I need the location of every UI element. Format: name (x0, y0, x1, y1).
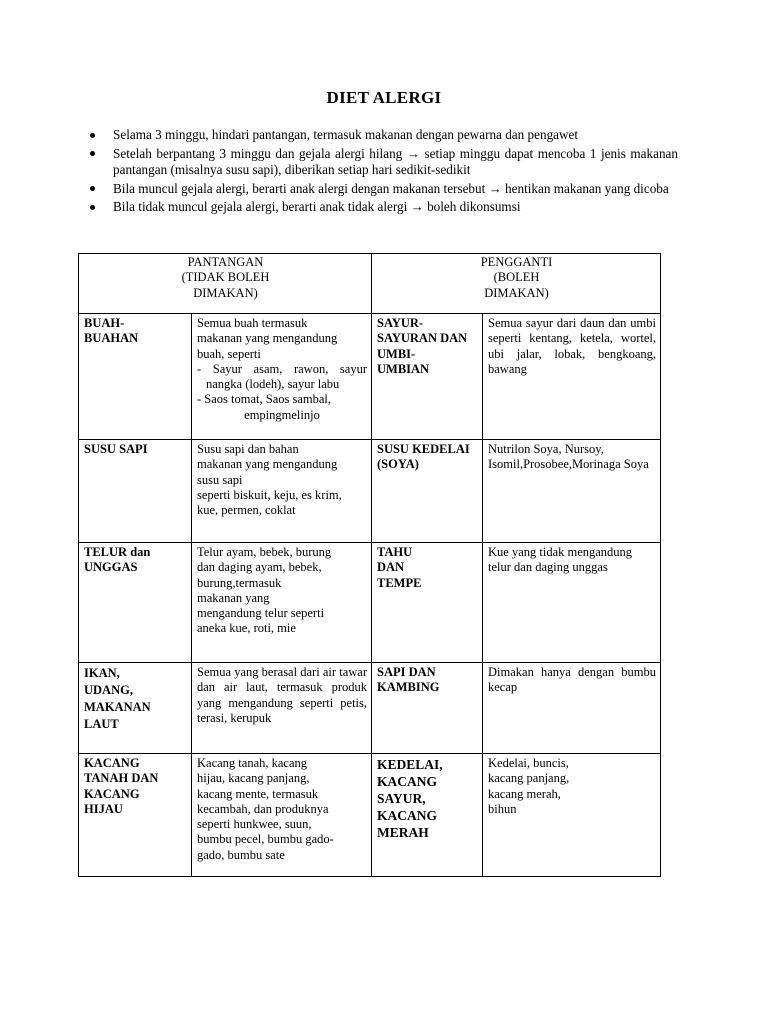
substitute-line: TAHU (377, 545, 413, 559)
category-line: BUAHAN (84, 331, 139, 346)
description-line: kacang mente, termasuk (197, 786, 319, 801)
substitute-cell (372, 543, 483, 663)
substitute-line: SAPI DAN (377, 665, 436, 679)
substitute-description-cell: Semua sayur dari daun dan umbi seperti kentang, ketela, wortel, ubi jalar, lobak, bengkoang, bawang (483, 314, 661, 440)
substitute-description-line: Kedelai, buncis, (488, 756, 569, 770)
description-line: burung,termasuk (197, 575, 282, 590)
substitute-description-line: bihun (488, 801, 517, 816)
substitute-description-cell (483, 754, 661, 877)
substitute-line: TEMPE (377, 575, 422, 590)
instruction-item: Bila tidak muncul gejala alergi, berarti anak tidak alergi → boleh dikonsumsi (88, 199, 678, 216)
category-cell (79, 440, 192, 543)
description-line: Kacang tanah, kacang (197, 756, 308, 770)
description-cell: Semua yang berasal dari air tawar dan air laut, termasuk produk yang mengandung seperti petis, terasi, kerupuk (192, 663, 372, 754)
table-header-row (79, 254, 661, 314)
description-line: kue, permen, coklat (197, 503, 296, 518)
table-row (79, 663, 661, 754)
category-line: LAUT (84, 717, 119, 731)
description-line: seperti hunkwee, suun, (197, 817, 312, 832)
description-line: makanan yang mengandung (197, 331, 338, 346)
description-cell (192, 314, 372, 440)
category-line: TANAH DAN (84, 771, 159, 786)
substitute-cell (372, 440, 483, 543)
description-line: seperti biskuit, keju, es krim, (197, 487, 342, 502)
description-line: gado, bumbu sate (197, 847, 285, 862)
description-dash-item: - Saos tomat, Saos sambal, (197, 392, 332, 407)
substitute-line: MERAH (377, 825, 429, 840)
category-line: BUAH- (84, 316, 125, 330)
substitute-description-line: kacang panjang, (488, 771, 570, 786)
substitute-line: KAMBING (377, 680, 440, 695)
substitute-line: SAYUR- (377, 316, 424, 330)
instruction-item: Selama 3 minggu, hindari pantangan, termasuk makanan dengan pewarna dan pengawet (88, 127, 678, 144)
description-cell (192, 754, 372, 877)
substitute-cell (372, 314, 483, 440)
description-line: mengandung telur seperti (197, 606, 325, 621)
category-line: IKAN, (84, 666, 120, 680)
category-line: SUSU SAPI (84, 442, 148, 456)
description-line: bumbu pecel, bumbu gado- (197, 832, 334, 847)
category-cell (79, 314, 192, 440)
description-dash-item: - Sayur asam, rawon, sayur nangka (lodeh), sayur labu (197, 361, 367, 392)
description-line: Susu sapi dan bahan (197, 442, 299, 456)
table-row (79, 440, 661, 543)
table-row (79, 314, 661, 440)
category-line: UNGGAS (84, 560, 138, 575)
substitute-line: SAYURAN DAN (377, 331, 468, 346)
substitute-description-cell: Nutrilon Soya, Nursoy, Isomil,Prosobee,Morinaga Soya (483, 440, 661, 543)
document-title: DIET ALERGI (326, 88, 442, 107)
description-line: Semua buah termasuk (197, 316, 308, 330)
header-pantangan (79, 254, 372, 314)
header-line: DIMAKAN) (193, 285, 258, 300)
substitute-line: KACANG (377, 774, 437, 789)
header-line: (TIDAK BOLEH (181, 270, 270, 285)
substitute-line: UMBI- (377, 346, 416, 361)
substitute-line: (SOYA) (377, 457, 419, 472)
category-cell (79, 543, 192, 663)
description-line: susu sapi (197, 472, 243, 487)
header-line: PENGGANTI (480, 255, 553, 269)
category-line: UDANG, (84, 683, 133, 697)
substitute-line: KACANG (377, 808, 437, 823)
instruction-list (88, 127, 678, 218)
category-cell (79, 754, 192, 877)
description-cell (192, 440, 372, 543)
description-line: kecambah, dan produknya (197, 801, 329, 816)
substitute-cell (372, 754, 483, 877)
header-pengganti (372, 254, 661, 314)
description-cell (192, 543, 372, 663)
substitute-line: SUSU KEDELAI (377, 442, 470, 456)
category-line: KACANG (84, 756, 140, 770)
substitute-cell (372, 663, 483, 754)
diet-table (78, 253, 661, 877)
description-line: makanan yang mengandung (197, 457, 338, 472)
substitute-description-cell: Dimakan hanya dengan bumbu kecap (483, 663, 661, 754)
category-cell (79, 663, 192, 754)
table-row (79, 543, 661, 663)
header-line: (BOLEH (493, 270, 540, 285)
substitute-line: UMBIAN (377, 361, 430, 376)
header-line: DIMAKAN) (484, 285, 549, 300)
header-line: PANTANGAN (187, 255, 264, 269)
substitute-description-line: kacang merah, (488, 786, 561, 801)
category-line: TELUR dan (84, 545, 151, 559)
description-line: Telur ayam, bebek, burung (197, 545, 332, 559)
category-line: KACANG (84, 786, 140, 801)
category-line: MAKANAN (84, 700, 151, 714)
substitute-line: KEDELAI, (377, 757, 443, 772)
description-line: hijau, kacang panjang, (197, 771, 310, 786)
substitute-description-cell: Kue yang tidak mengandung telur dan daging unggas (483, 543, 661, 663)
table-row (79, 754, 661, 877)
description-line: aneka kue, roti, mie (197, 621, 296, 636)
description-line: buah, seperti (197, 346, 261, 361)
description-line: makanan yang (197, 590, 270, 605)
instruction-item: Bila muncul gejala alergi, berarti anak alergi dengan makanan tersebut → hentikan makanan yang dicoba (88, 181, 678, 198)
category-line: HIJAU (84, 801, 123, 816)
substitute-line: SAYUR, (377, 791, 426, 806)
description-line: empingmelinjo (244, 407, 320, 422)
instruction-item: Setelah berpantang 3 minggu dan gejala alergi hilang → setiap minggu dapat mencoba 1 jenis makanan pantangan (misalnya susu sapi), diberikan setiap hari sedikit-sedikit (88, 146, 678, 179)
substitute-line: DAN (377, 560, 405, 575)
description-line: dan daging ayam, bebek, (197, 560, 322, 575)
